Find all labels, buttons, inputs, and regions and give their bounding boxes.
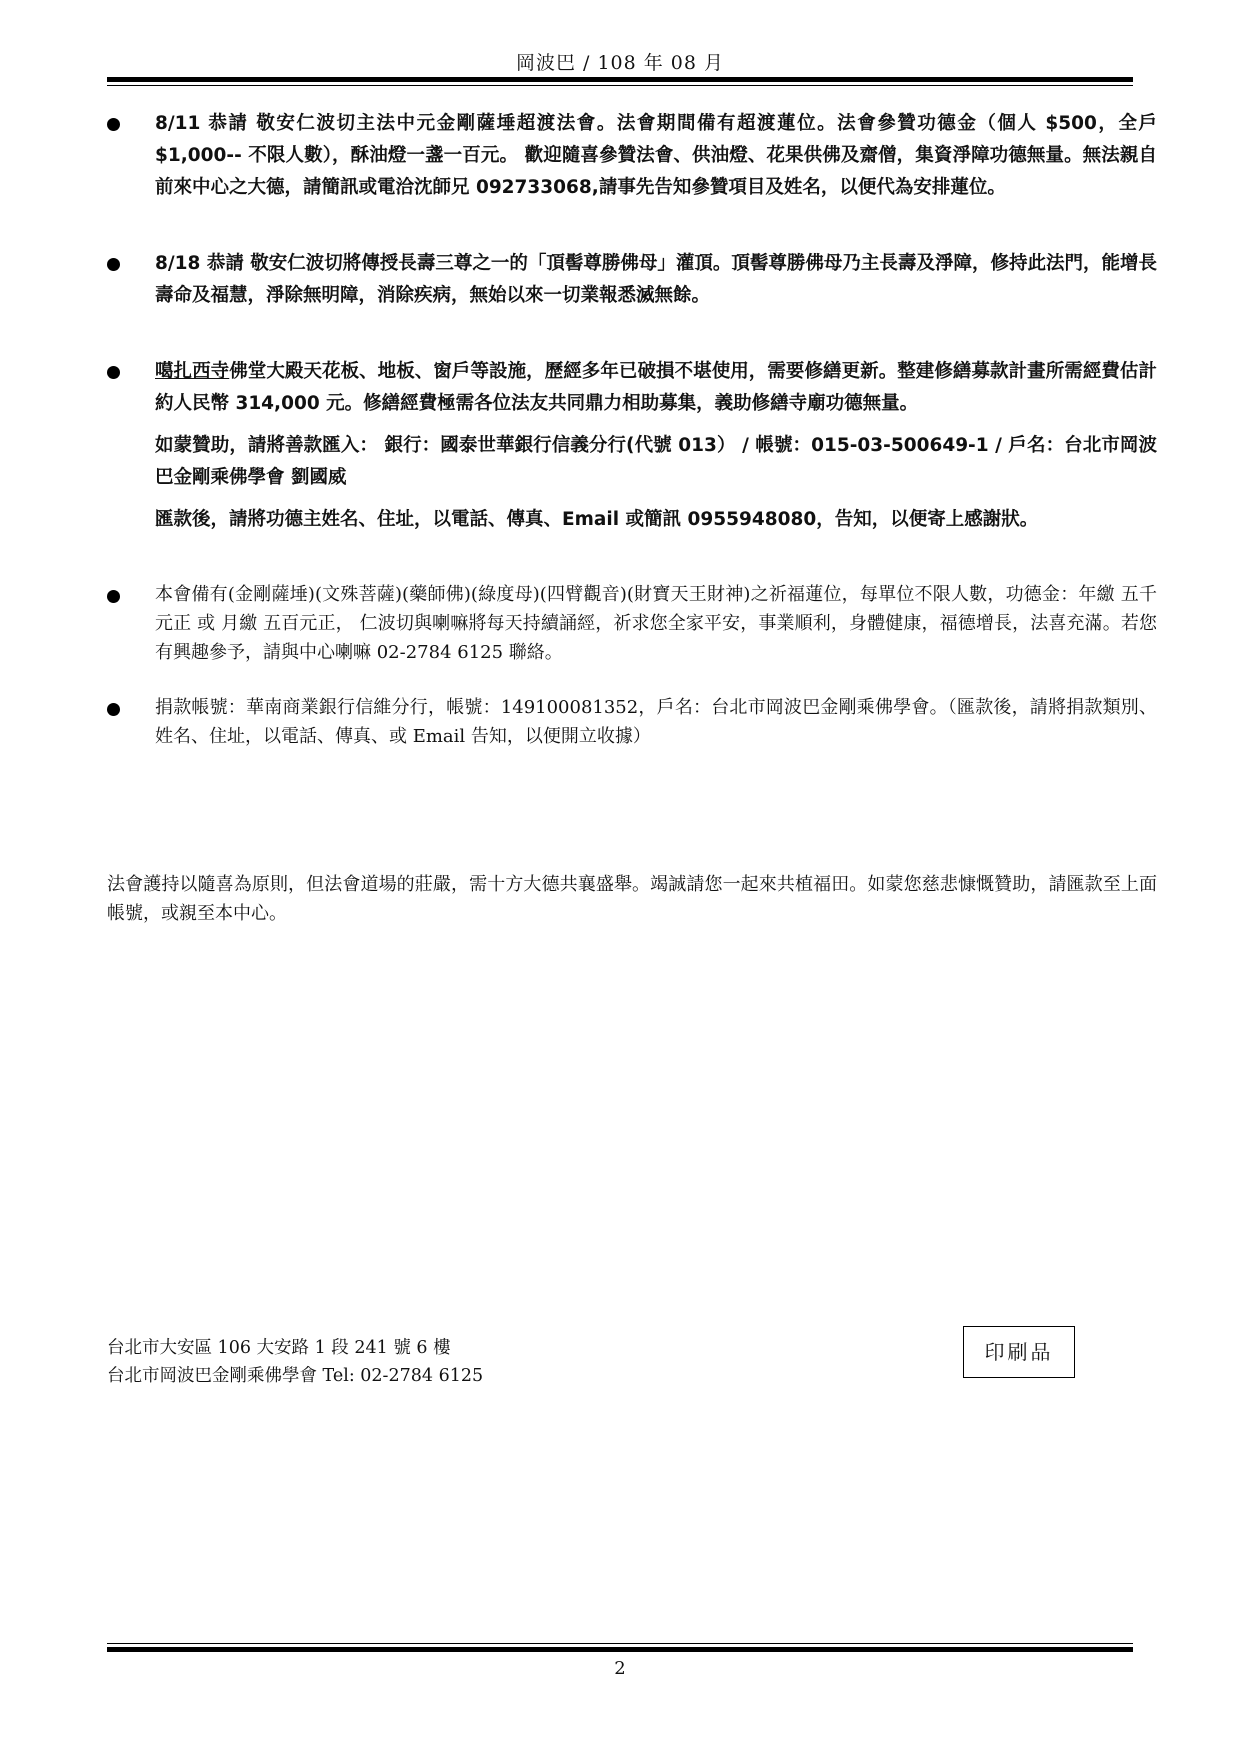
- list-item: [107, 248, 1157, 312]
- page-header-title: 岡波巴 / 108 年 08 月: [515, 52, 725, 74]
- list-item: [107, 693, 1157, 751]
- list-item: [107, 108, 1157, 204]
- footer-rule-thin: [107, 1643, 1133, 1644]
- bank-transfer-info: 如蒙贊助，請將善款匯入： 銀行：國泰世華銀行信義分行(代號 013） / 帳號：015-03-500649-1 / 戶名：台北市岡波巴金剛乘佛學會 劉國威: [155, 435, 1157, 488]
- temple-name: 噶扎西寺: [155, 361, 230, 382]
- list-item: [107, 356, 1157, 536]
- footer-rule-thick: [107, 1647, 1133, 1652]
- bullet-icon: [107, 703, 120, 716]
- header-rule-thick: [107, 77, 1133, 82]
- list-item: [107, 580, 1157, 667]
- announcement-ceremony-0811: 8/11 恭請 敬安仁波切主法中元金剛薩埵超渡法會。法會期間備有超渡蓮位。法會參贊功德金（個人 $500，全戶$1,000-- 不限人數），酥油燈一盞一百元。 歡迎隨喜參贊法會、供油燈、花果供佛及齋僧，集資淨障功德無量。無法親自前來中心之大德，請簡訊或電洽沈師兄 092733068,請事先告知參贊項目及姓名，以便代為安排蓮位。: [155, 113, 1157, 198]
- announcement-temple-repair: [155, 356, 1157, 420]
- bullet-icon: [107, 118, 120, 131]
- footer-address: 台北市大安區 106 大安路 1 段 241 號 6 樓: [107, 1338, 451, 1358]
- announcement-list: [107, 108, 1157, 795]
- temple-repair-text: 佛堂大殿天花板、地板、窗戶等設施，歷經多年已破損不堪使用，需要修繕更新。整建修繕募款計畫所需經費估計約人民幣 314,000 元。修繕經費極需各位法友共同鼎力相助募集，義助修繕寺廟功德無量。: [155, 361, 1157, 414]
- footer-org-tel: 台北市岡波巴金剛乘佛學會 Tel: 02-2784 6125: [107, 1366, 484, 1386]
- page-number: 2: [614, 1658, 626, 1679]
- header-rule-thin: [107, 85, 1133, 86]
- bullet-icon: [107, 258, 120, 271]
- blessing-lotus-seats: 本會備有(金剛薩埵)(文殊菩薩)(藥師佛)(綠度母)(四臂觀音)(財寶天王財神)之祈福蓮位，每單位不限人數，功德金：年繳 五千元正 或 月繳 五百元正， 仁波切與喇嘛將每天持續誦經，祈求您全家平安，事業順利，身體健康，福德增長，法喜充滿。若您有興趣參予，請與中心喇嘛 02-2784 6125 聯絡。: [155, 584, 1157, 663]
- announcement-empowerment-0818: 8/18 恭請 敬安仁波切將傳授長壽三尊之一的「頂髻尊勝佛母」灌頂。頂髻尊勝佛母乃主長壽及淨障，修持此法門，能增長壽命及福慧，淨除無明障，消除疾病，無始以來一切業報悉滅無餘。: [155, 253, 1157, 306]
- closing-paragraph: 法會護持以隨喜為原則，但法會道場的莊嚴，需十方大德共襄盛舉。竭誠請您一起來共植福田。如蒙您慈悲慷慨贊助，請匯款至上面帳號，或親至本中心。: [107, 874, 1157, 924]
- bullet-icon: [107, 366, 120, 379]
- printed-matter-stamp: 印刷品: [963, 1326, 1075, 1378]
- footer-address-block: [107, 1334, 483, 1390]
- donation-account: 捐款帳號：華南商業銀行信維分行，帳號：149100081352，戶名：台北市岡波巴金剛乘佛學會。（匯款後，請將捐款類別、姓名、住址，以電話、傳真、或 Email 告知，以便開立收據）: [155, 697, 1157, 747]
- post-transfer-note: 匯款後，請將功德主姓名、住址，以電話、傳真、Email 或簡訊 0955948080，告知，以便寄上感謝狀。: [155, 509, 1039, 530]
- bullet-icon: [107, 590, 120, 603]
